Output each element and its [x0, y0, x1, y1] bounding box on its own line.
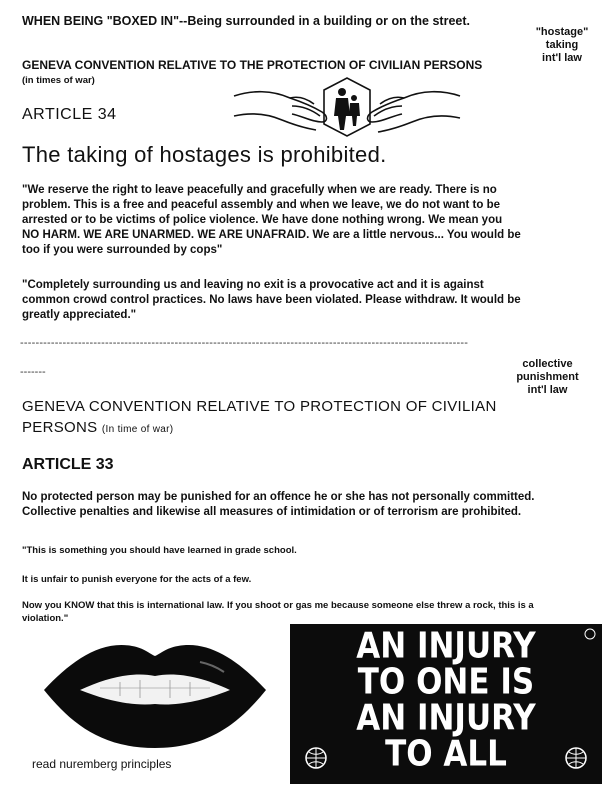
geneva-title-note: (In time of war): [101, 424, 174, 435]
side-note-line: int'l law: [542, 52, 582, 64]
banner-line: AN INJURY: [356, 625, 536, 667]
globe-emblem-icon: [564, 746, 588, 770]
unfair-line: It is unfair to punish everyone for the acts of a few.: [22, 574, 252, 585]
boxed-in-label: WHEN BEING "BOXED IN": [22, 14, 180, 28]
geneva-title-text: GENEVA CONVENTION RELATIVE TO PROTECTION OF CIVILIAN PERSONS: [22, 398, 497, 436]
banner-line: TO ALL: [385, 733, 507, 775]
quote-peaceful-assembly: "We reserve the right to leave peacefully and gracefully when we are ready. There is no problem. This is a free and peaceful assembly and when we leave, we do not want to be arrested or to be victims of police violence. We have done nothing wrong. We mean you NO HARM. WE ARE UNARMED. WE ARE UNAFRAID. We are a little nervous... You would be too if you were surrounded by cops": [22, 184, 521, 256]
banner-line: TO ONE IS: [357, 661, 535, 703]
side-note-line: taking: [545, 39, 579, 51]
hostages-statement: The taking of hostages is prohibited.: [22, 142, 387, 167]
lips-image-icon: [40, 632, 270, 752]
boxed-in-heading: [22, 14, 492, 29]
article-34-label: ARTICLE 34: [22, 106, 117, 123]
geneva-title-bottom: [22, 396, 522, 440]
side-note-line: int'l law: [527, 384, 568, 396]
article-33-text: No protected person may be punished for an offence he or she has not personally committed. Collective penalties and likewise all measures of intimidation or of terrorism are prohibited.: [22, 491, 535, 518]
hands-illustration-icon: [232, 76, 462, 144]
side-note-line: collective: [522, 358, 573, 370]
nuremberg-caption: read nuremberg principles: [32, 757, 172, 771]
globe-emblem-icon: [304, 746, 328, 770]
article-33-label: ARTICLE 33: [22, 456, 114, 473]
grade-school-line: "This is something you should have learned in grade school.: [22, 545, 297, 556]
side-note-hostage: [522, 26, 602, 65]
star-icon: [584, 628, 596, 640]
geneva-title-text: GENEVA CONVENTION RELATIVE TO THE PROTECTION OF CIVILIAN PERSONS: [22, 58, 483, 72]
side-note-collective: [500, 358, 595, 397]
boxed-in-rest: --Being surrounded in a building or on the street.: [179, 14, 470, 28]
banner-line: AN INJURY: [356, 697, 536, 739]
side-note-line: "hostage": [535, 26, 589, 38]
geneva-title-note: (in times of war): [22, 75, 95, 86]
injury-banner: [290, 624, 602, 784]
quote-surrounding: "Completely surrounding us and leaving no exit is a provocative act and it is against common crowd control practices. No laws have been violated. Please withdraw. It would be greatly appreciated.": [22, 279, 521, 321]
divider-line: --------------------------------------------------------------------------------------------------------------------: [20, 337, 469, 347]
divider-tail: -------: [20, 366, 46, 376]
international-law-line: Now you KNOW that this is international law. If you shoot or gas me because someone else threw a rock, this is a violation.": [22, 600, 534, 624]
side-note-line: punishment: [516, 371, 579, 383]
